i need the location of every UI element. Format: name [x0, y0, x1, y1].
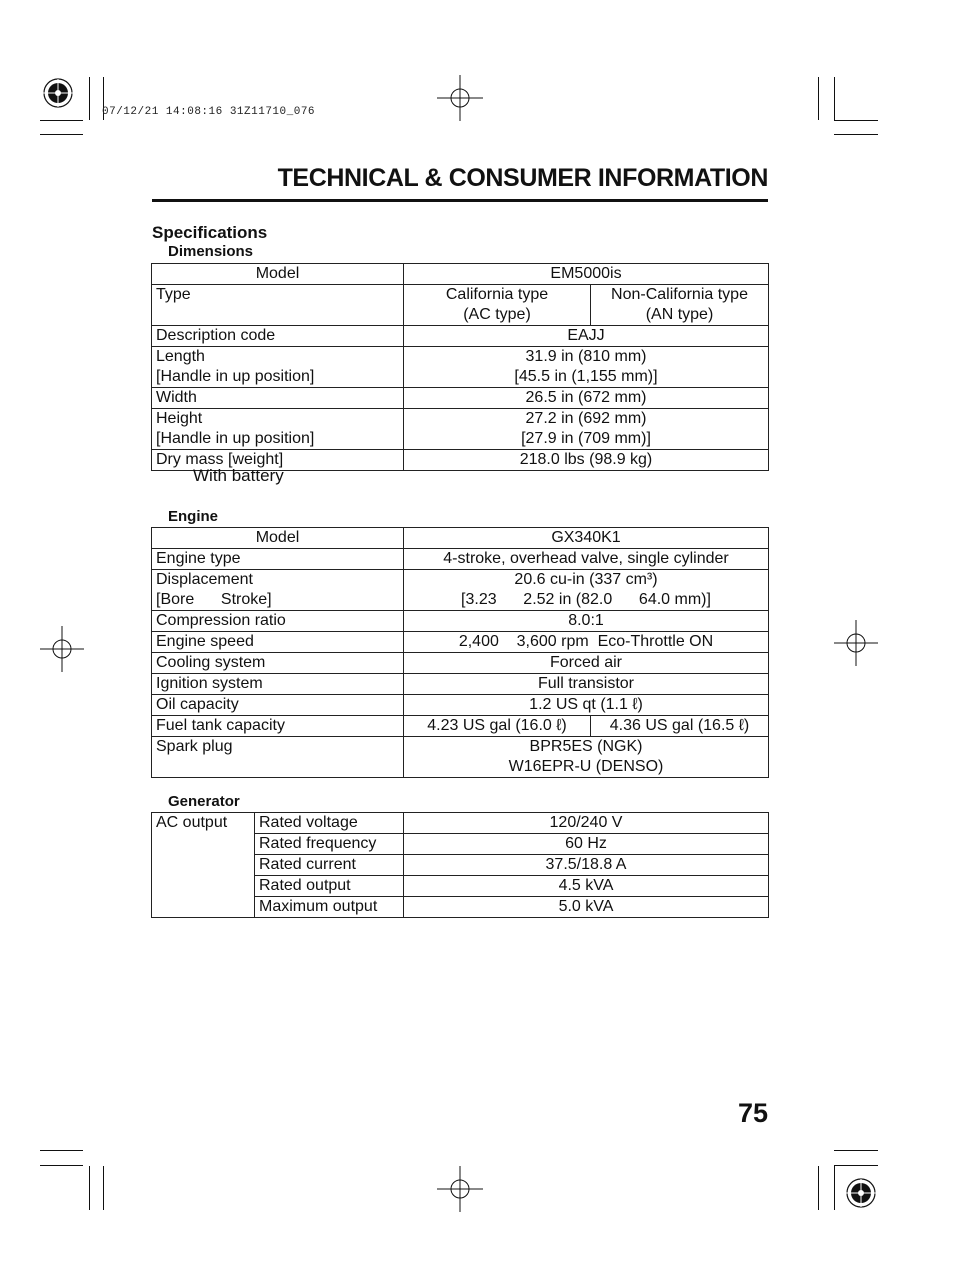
cell-line: [27.9 in (709 mm)] — [521, 430, 651, 447]
table-row — [152, 570, 769, 611]
table-cell: Rated frequency — [255, 834, 404, 855]
table-row — [152, 388, 769, 409]
table-cell — [152, 409, 404, 450]
table-cell: Maximum output — [255, 897, 404, 918]
table-cell: 37.5/18.8 A — [404, 855, 769, 876]
cell-line: [Handle in up position] — [156, 430, 315, 447]
cell-line: [Bore Stroke] — [156, 591, 272, 608]
cell-line: [Handle in up position] — [156, 368, 315, 385]
table-cell: Spark plug — [152, 737, 404, 778]
table-row — [152, 674, 769, 695]
table-row — [152, 326, 769, 347]
crosshair-icon — [40, 626, 84, 672]
table-cell: Cooling system — [152, 653, 404, 674]
registration-target-icon — [840, 1176, 880, 1210]
table-cell: Rated current — [255, 855, 404, 876]
table-cell: Dry mass [weight] — [152, 450, 404, 471]
table-cell: 4.36 US gal (16.5 ℓ) — [591, 716, 769, 737]
table-row — [152, 813, 769, 834]
cell-line: W16EPR-U (DENSO) — [508, 758, 664, 775]
table-cell: 4.5 kVA — [404, 876, 769, 897]
table-cell: Rated output — [255, 876, 404, 897]
ac-output-label: AC output — [152, 813, 255, 918]
table-cell: Fuel tank capacity — [152, 716, 404, 737]
cell-line: Length — [156, 348, 205, 365]
table-row — [152, 695, 769, 716]
crop-line — [834, 1150, 878, 1151]
table-row — [152, 632, 769, 653]
table-cell — [404, 347, 769, 388]
cell-line: BPR5ES (NGK) — [529, 738, 643, 755]
cell-line: (AC type) — [463, 306, 531, 323]
print-stamp: 07/12/21 14:08:16 31Z11710_076 — [102, 106, 316, 118]
crosshair-icon — [437, 75, 483, 121]
table-row — [152, 737, 769, 778]
engine-table — [151, 527, 769, 778]
cell-line: California type — [445, 286, 549, 303]
crosshair-icon — [437, 1166, 483, 1212]
table-cell: GX340K1 — [404, 528, 769, 549]
table-cell: Rated voltage — [255, 813, 404, 834]
crop-line — [89, 77, 90, 120]
crop-line — [834, 120, 878, 121]
crop-line — [834, 1166, 835, 1210]
table-cell — [404, 570, 769, 611]
table-row — [152, 653, 769, 674]
page-title: TECHNICAL & CONSUMER INFORMATION — [277, 164, 768, 192]
table-cell: EM5000is — [404, 264, 769, 285]
crop-line — [103, 1166, 104, 1210]
table-row — [152, 347, 769, 388]
registration-target-icon — [40, 77, 80, 109]
cell-line: [45.5 in (1,155 mm)] — [514, 368, 658, 385]
table-row — [152, 285, 769, 326]
section-heading: Specifications — [152, 223, 268, 242]
crop-line — [834, 134, 878, 135]
crop-line — [89, 1166, 90, 1210]
table-cell: 218.0 lbs (98.9 kg) — [404, 450, 769, 471]
cell-line: 27.2 in (692 mm) — [525, 410, 647, 427]
cell-line: Height — [156, 410, 203, 427]
table-row — [152, 611, 769, 632]
battery-note: With battery — [193, 466, 284, 485]
table-row — [152, 528, 769, 549]
table-cell: Compression ratio — [152, 611, 404, 632]
crop-line — [40, 1150, 83, 1151]
table-cell — [152, 570, 404, 611]
table-cell: Model — [152, 264, 404, 285]
cell-line: [3.23 2.52 in (82.0 64.0 mm)] — [461, 591, 711, 608]
title-rule — [152, 199, 768, 202]
dimensions-heading: Dimensions — [168, 243, 254, 260]
crop-line — [40, 134, 83, 135]
cell-line: (AN type) — [645, 306, 714, 323]
crop-line — [40, 120, 83, 121]
table-cell: Ignition system — [152, 674, 404, 695]
table-cell: Engine speed — [152, 632, 404, 653]
crop-line — [834, 77, 835, 120]
table-cell — [404, 285, 591, 326]
table-cell: 8.0:1 — [404, 611, 769, 632]
table-cell: 60 Hz — [404, 834, 769, 855]
crop-line — [40, 1165, 83, 1166]
crosshair-icon — [834, 620, 878, 666]
table-cell — [404, 737, 769, 778]
table-cell: 4-stroke, overhead valve, single cylinder — [404, 549, 769, 570]
generator-table — [151, 812, 769, 918]
generator-heading: Generator — [168, 793, 240, 810]
cell-line: Displacement — [156, 571, 253, 588]
dimensions-table — [151, 263, 769, 471]
table-cell: 26.5 in (672 mm) — [404, 388, 769, 409]
table-cell: Description code — [152, 326, 404, 347]
table-cell: EAJJ — [404, 326, 769, 347]
table-cell: Width — [152, 388, 404, 409]
table-cell: 4.23 US gal (16.0 ℓ) — [404, 716, 591, 737]
cell-line: Non-California type — [611, 286, 748, 303]
table-cell: Type — [152, 285, 404, 326]
page-number: 75 — [737, 1098, 768, 1128]
crop-line — [818, 1166, 819, 1210]
table-cell — [404, 409, 769, 450]
cell-line: 31.9 in (810 mm) — [525, 348, 647, 365]
engine-heading: Engine — [168, 508, 219, 525]
table-cell — [152, 347, 404, 388]
table-cell: Full transistor — [404, 674, 769, 695]
crop-line — [818, 77, 819, 120]
table-cell: Oil capacity — [152, 695, 404, 716]
table-row — [152, 409, 769, 450]
table-cell: 5.0 kVA — [404, 897, 769, 918]
table-cell: Engine type — [152, 549, 404, 570]
crop-line — [834, 1165, 878, 1166]
table-cell: 120/240 V — [404, 813, 769, 834]
table-cell: 1.2 US qt (1.1 ℓ) — [404, 695, 769, 716]
table-cell: 2,400 3,600 rpm Eco-Throttle ON — [404, 632, 769, 653]
table-cell: Forced air — [404, 653, 769, 674]
cell-line: 20.6 cu-in (337 cm³) — [514, 571, 658, 588]
table-row — [152, 264, 769, 285]
table-row — [152, 549, 769, 570]
table-row — [152, 716, 769, 737]
table-cell — [591, 285, 769, 326]
table-cell: Model — [152, 528, 404, 549]
